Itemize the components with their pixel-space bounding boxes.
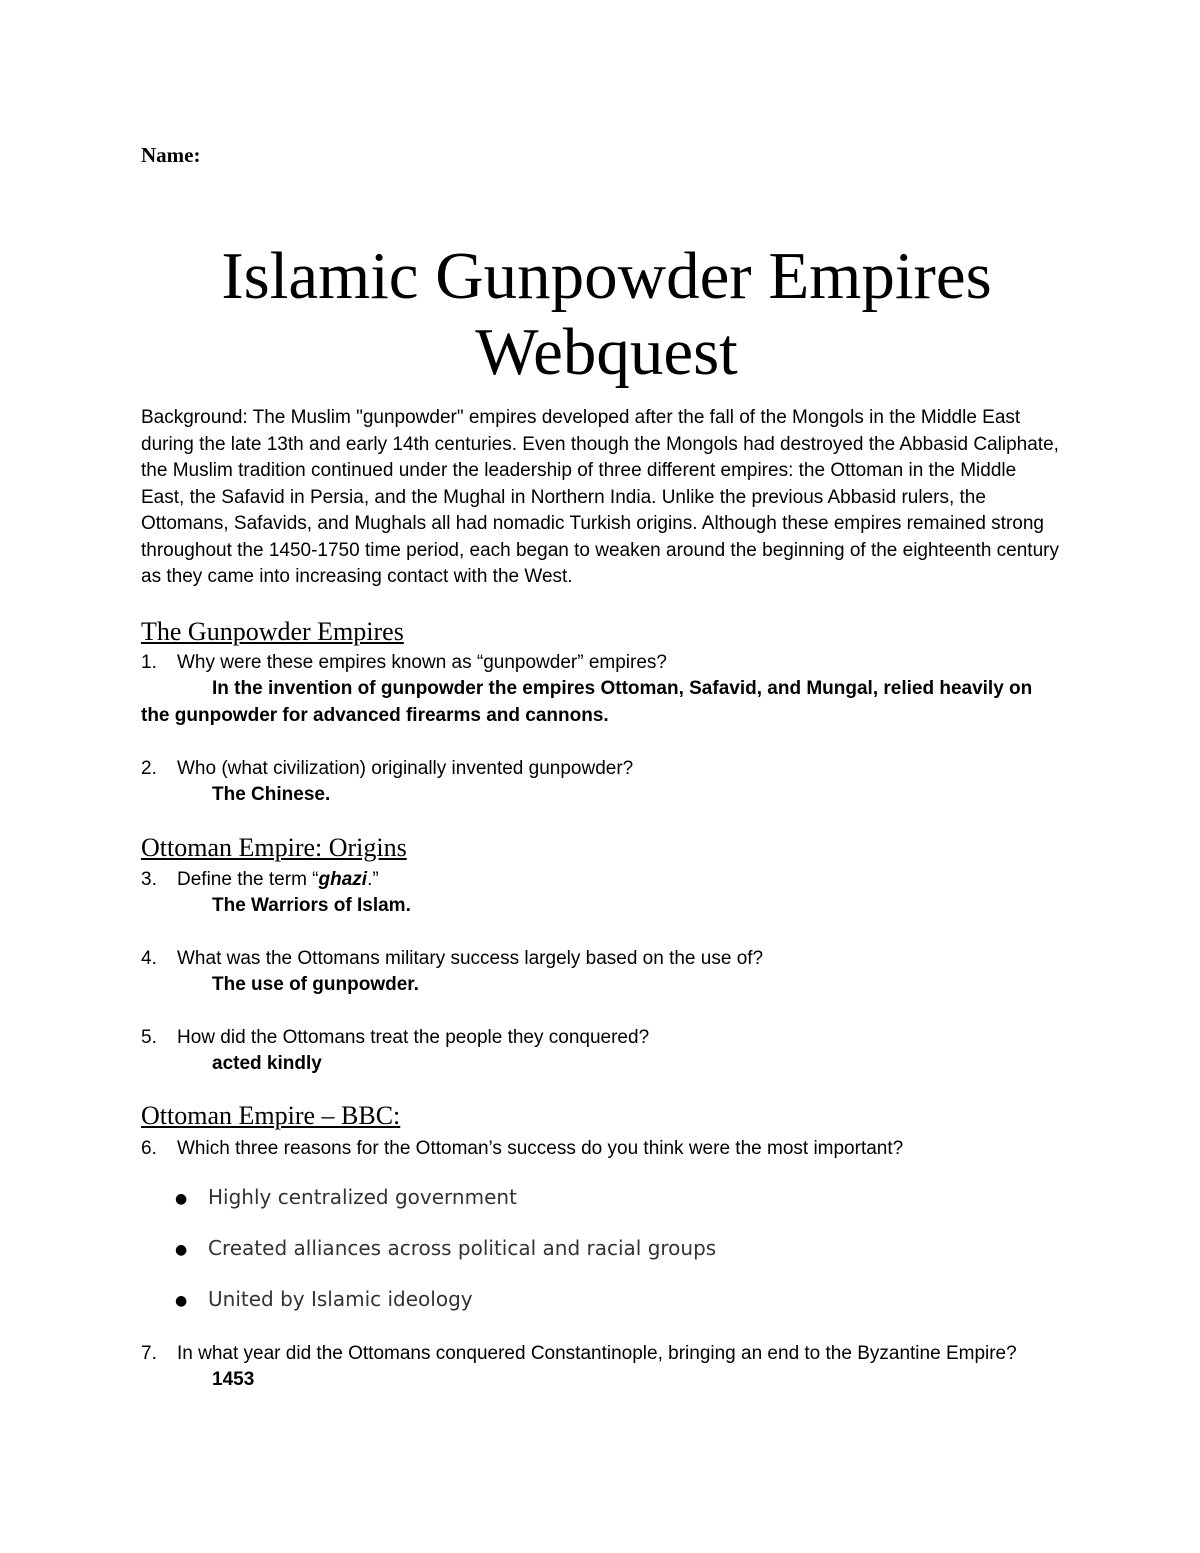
answer-2: The Chinese. [212, 784, 331, 805]
answer-3: The Warriors of Islam. [212, 895, 411, 916]
question-6 [141, 1136, 1071, 1163]
question-3 [141, 867, 1071, 894]
answer-7: 1453 [212, 1369, 255, 1390]
question-number: 2. [141, 758, 157, 779]
question-number: 1. [141, 652, 157, 673]
title-line-1: Islamic Gunpowder Empires [221, 239, 992, 313]
answer-4: The use of gunpowder. [212, 974, 419, 995]
bullet-text: United by Islamic ideology [208, 1287, 473, 1311]
question-term: ghazi [318, 869, 368, 890]
answer-1-line-1: In the invention of gunpowder the empires Ottoman, Safavid, and Mungal, relied heavily on [212, 678, 1033, 699]
question-text: Define the term “ [177, 869, 319, 890]
section-heading-gunpowder: The Gunpowder Empires [141, 617, 404, 646]
list-item [175, 1287, 473, 1311]
answer-1-line-2: the gunpowder for advanced firearms and cannons. [141, 705, 609, 726]
question-number: 7. [141, 1343, 157, 1364]
question-7 [141, 1341, 1071, 1368]
page-title [0, 238, 1200, 390]
question-2 [141, 756, 1071, 783]
section-heading-origins: Ottoman Empire: Origins [141, 833, 407, 862]
question-4 [141, 946, 1071, 973]
bullet-text: Created alliances across political and racial groups [208, 1236, 717, 1260]
question-text: In what year did the Ottomans conquered Constantinople, bringing an end to the Byzantine Empire? [177, 1343, 1017, 1364]
question-text: How did the Ottomans treat the people they conquered? [177, 1027, 650, 1048]
answer-5: acted kindly [212, 1053, 322, 1074]
question-number: 6. [141, 1138, 157, 1159]
bullet-icon: ● [175, 1292, 188, 1309]
question-number: 3. [141, 869, 157, 890]
section-heading-bbc: Ottoman Empire – BBC: [141, 1101, 401, 1130]
background-paragraph: Background: The Muslim "gunpowder" empires developed after the fall of the Mongols in the Middle East during the late 13th and early 14th centuries. Even though the Mongols had destroyed the Abbasid Caliphate, the Muslim tradition continued under the leadership of three different empires: the Ottoman in the Middle East, the Safavid in Persia, and the Mughal in Northern India. Unlike the previous Abbasid rulers, the Ottomans, Safavids, and Mughals all had nomadic Turkish origins. Although these empires remained strong throughout the 1450-1750 time period, each began to weaken around the beginning of the eighteenth century as they came into increasing contact with the West. [141, 407, 1059, 587]
question-text: What was the Ottomans military success largely based on the use of? [177, 948, 764, 969]
question-5 [141, 1025, 1071, 1052]
question-text: Who (what civilization) originally invented gunpowder? [177, 758, 634, 779]
question-number: 5. [141, 1027, 157, 1048]
name-label: Name: [141, 143, 201, 167]
question-number: 4. [141, 948, 157, 969]
list-item [175, 1236, 716, 1260]
list-item [175, 1185, 517, 1209]
bullet-icon: ● [175, 1241, 188, 1258]
bullet-text: Highly centralized government [208, 1185, 517, 1209]
bullet-icon: ● [175, 1190, 188, 1207]
question-text: Why were these empires known as “gunpowder” empires? [177, 652, 667, 673]
title-line-2: Webquest [475, 315, 738, 389]
question-text-end: .” [367, 869, 379, 890]
question-1 [141, 650, 1071, 677]
question-text: Which three reasons for the Ottoman’s success do you think were the most important? [177, 1138, 904, 1159]
